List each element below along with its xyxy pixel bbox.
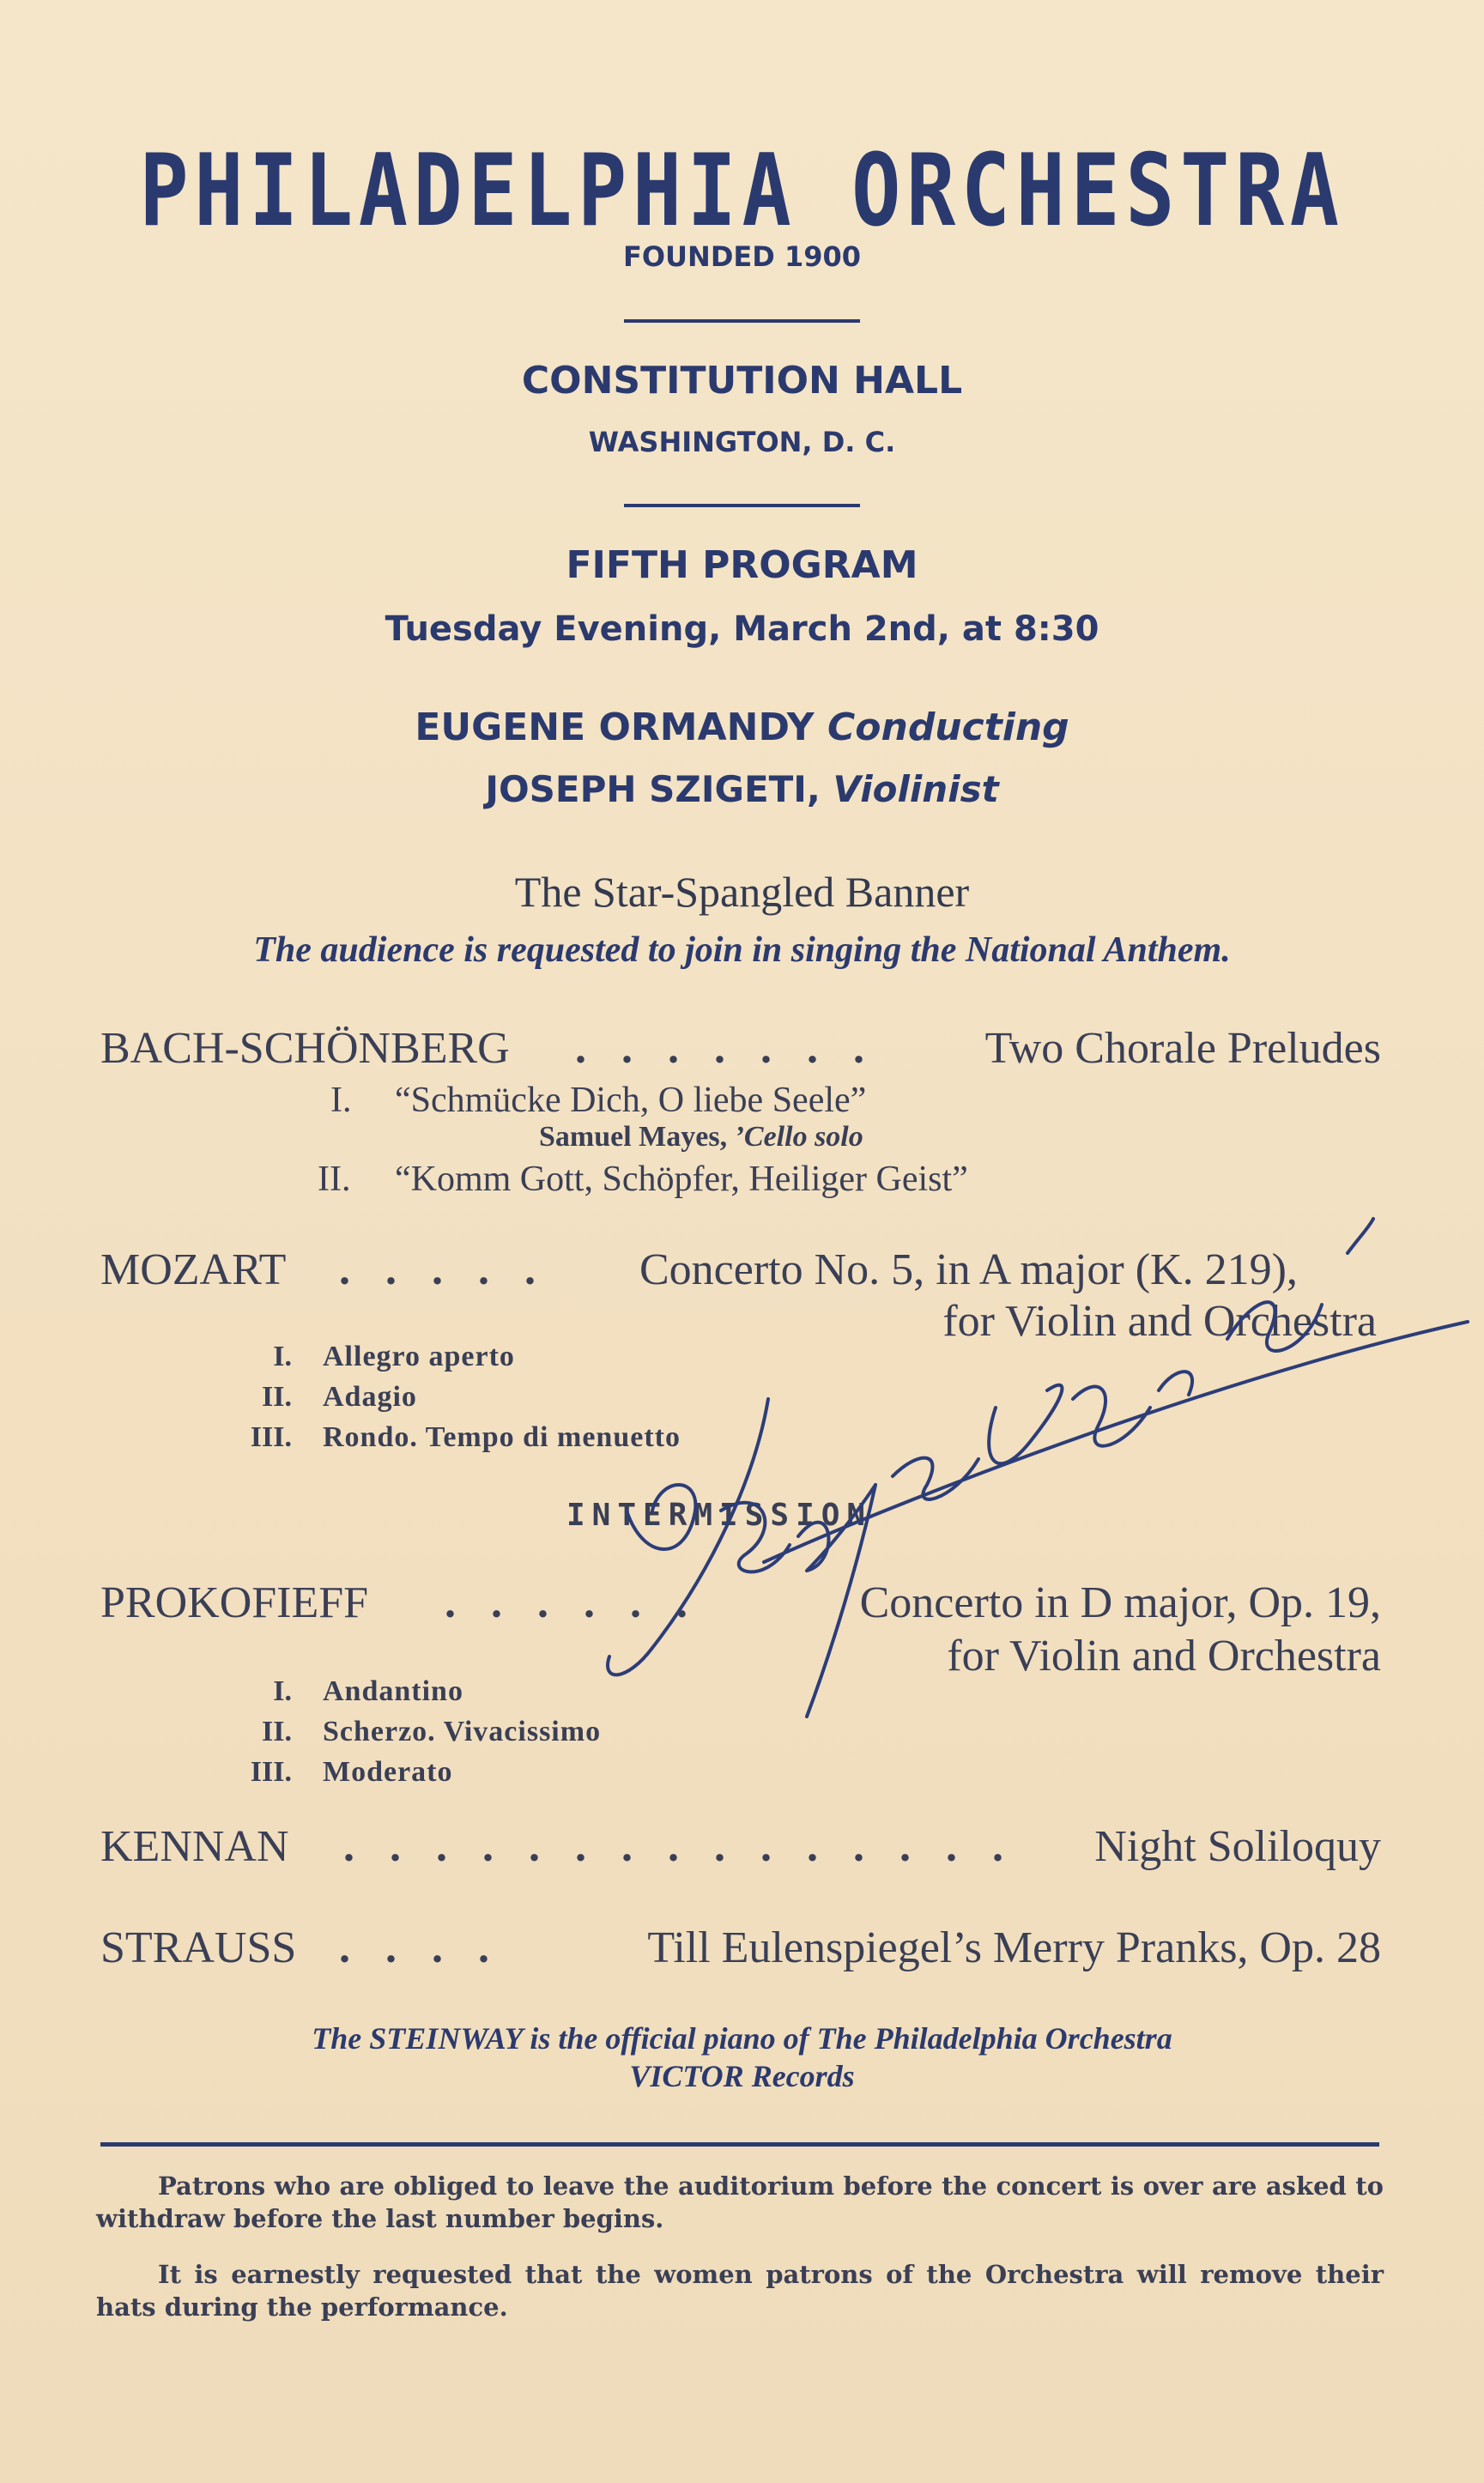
movement-num: III.: [250, 1421, 292, 1453]
movement-title: “Schmücke Dich, O liebe Seele”: [395, 1081, 867, 1120]
work-prokofieff: Concerto in D major, Op. 19,: [859, 1578, 1381, 1627]
cellist-name: Samuel Mayes,: [539, 1121, 728, 1153]
leader-dots: . . . .: [339, 1923, 501, 1972]
notice-hats: It is earnestly requested that the women patrons of the Orchestra will remove their hats during the performance.: [96, 2260, 1384, 2322]
soloist-note: [539, 1121, 863, 1154]
composer-kennan: KENNAN: [100, 1822, 289, 1871]
work-mozart: Concerto No. 5, in A major (K. 219),: [639, 1245, 1298, 1294]
movement-num: III.: [250, 1756, 292, 1788]
anthem-note: The audience is requested to join in singing the National Anthem.: [253, 930, 1231, 970]
venue-name: CONSTITUTION HALL: [521, 359, 963, 403]
movement-title: Adagio: [323, 1381, 417, 1413]
notice-leaving: Patrons who are obliged to leave the auditorium before the concert is over are asked to withdraw before the last number begins.: [96, 2171, 1384, 2233]
venue-city: WASHINGTON, D. C.: [588, 426, 896, 458]
work-bach: Two Chorale Preludes: [984, 1024, 1381, 1073]
leader-dots: . . . . .: [339, 1245, 548, 1294]
conductor-line: [0, 706, 1484, 749]
program-date: Tuesday Evening, March 2nd, at 8:30: [385, 609, 1099, 649]
movement-title: Moderato: [323, 1756, 453, 1788]
composer-strauss: STRAUSS: [100, 1923, 297, 1972]
soloist-name: JOSEPH SZIGETI,: [485, 768, 821, 810]
leader-dots: . . . . . . .: [575, 1024, 876, 1073]
work-strauss: Till Eulenspiegel’s Merry Pranks, Op. 28: [647, 1923, 1381, 1972]
composer-bach: BACH-SCHÖNBERG: [100, 1024, 510, 1073]
work-prokofieff-line2: for Violin and Orchestra: [947, 1632, 1381, 1681]
work-mozart-line2: for Violin and Orchestra: [942, 1297, 1377, 1346]
movement-num: II.: [318, 1160, 351, 1199]
divider-rule: [624, 319, 860, 323]
steinway-credit: The STEINWAY is the official piano of The Philadelphia Orchestra: [312, 2021, 1172, 2056]
founded-line: FOUNDED 1900: [622, 240, 861, 273]
composer-prokofieff: PROKOFIEFF: [100, 1578, 369, 1627]
composer-mozart: MOZART: [100, 1245, 287, 1294]
movement-title: Scherzo. Vivacissimo: [323, 1716, 602, 1747]
anthem-title: The Star-Spangled Banner: [514, 868, 970, 916]
movement-num: II.: [262, 1381, 292, 1413]
soloist-role: Violinist: [833, 768, 999, 810]
orchestra-title: PHILADELPHIA ORCHESTRA: [139, 133, 1345, 249]
movement-title: Rondo. Tempo di menuetto: [323, 1421, 681, 1453]
leader-dots: . . . . . .: [445, 1578, 700, 1627]
movement-num: II.: [262, 1716, 292, 1747]
footer-rule: [100, 2142, 1379, 2147]
movement-title: “Komm Gott, Schöpfer, Heiliger Geist”: [395, 1160, 968, 1199]
movement-num: I.: [330, 1081, 352, 1120]
movement-title: Allegro aperto: [323, 1341, 515, 1372]
movement-num: I.: [273, 1675, 292, 1707]
movement-title: Andantino: [323, 1675, 463, 1707]
movement-num: I.: [273, 1341, 292, 1372]
intermission: INTERMISSION: [566, 1498, 873, 1533]
program-number: FIFTH PROGRAM: [566, 543, 918, 587]
handwritten-signature: [549, 1202, 1484, 1751]
conductor-name: EUGENE ORMANDY: [415, 706, 815, 749]
conductor-role: Conducting: [827, 706, 1069, 749]
leader-dots: . . . . . . . . . . . . . . .: [343, 1822, 1015, 1871]
work-kennan: Night Soliloquy: [1094, 1822, 1381, 1871]
cellist-role: ’Cello solo: [734, 1121, 863, 1153]
divider-rule: [624, 504, 860, 507]
soloist-line: [0, 768, 1484, 810]
victor-credit: VICTOR Records: [629, 2059, 855, 2093]
